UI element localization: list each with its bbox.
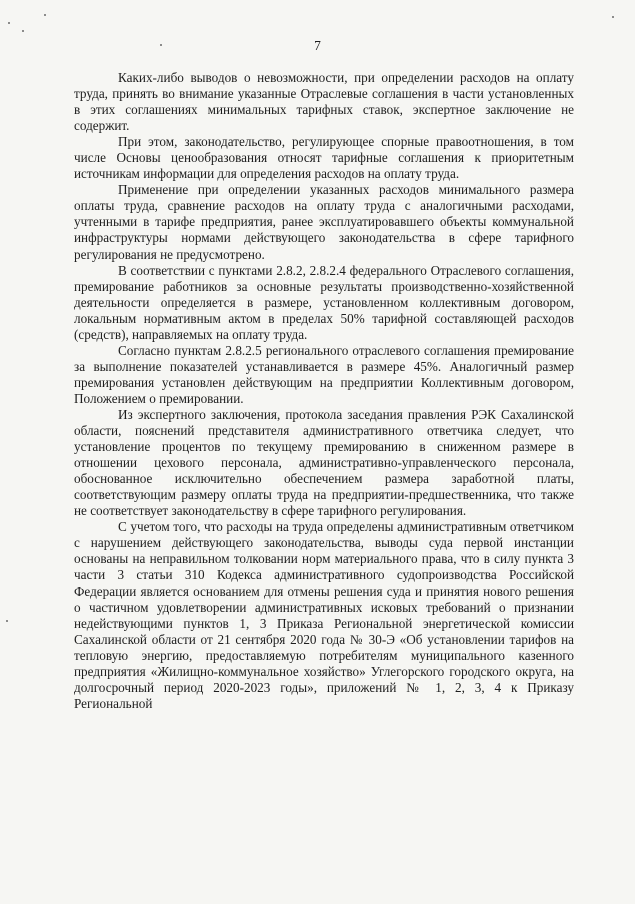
paragraph: При этом, законодательство, регулирующее спорные правоотношения, в том числе Основы ценообразования относят тарифные соглашения к приоритетным источникам информации для определения расходов на оплату труда. [74, 134, 574, 182]
paragraph: С учетом того, что расходы на труда определены административным ответчиком с нарушением действующего законодательства, выводы суда первой инстанции основаны на неправильном толковании норм материального права, что в силу пункта 3 части 3 статьи 310 Кодекса административного судопроизводства Российской Федерации является основанием для отмены решения суда и принятия нового решения о частичном удовлетворении административных исковых требований о признании недействующими пунктов 1, 3 Приказа Региональной энергетической комиссии Сахалинской области от 21 сентября 2020 года № 30-Э «Об установлении тарифов на тепловую энергию, предоставляемую потребителям муниципального казенного предприятия «Жилищно-коммунальное хозяйство» Углегорского городского округа, на долгосрочный период 2020-2023 годы», приложений № 1, 2, 3, 4 к Приказу Региональной [74, 519, 574, 711]
scan-speck [44, 14, 46, 16]
scan-speck [22, 30, 24, 32]
paragraph: Применение при определении указанных расходов минимального размера оплаты труда, сравнение расходов на оплату труда с аналогичными расходами, учтенными в тарифе предприятия, ранее эксплуатировавшего объекты коммунальной инфраструктуры нормами действующего законодательства в сфере тарифного регулирования не предусмотрено. [74, 182, 574, 262]
paragraph: Из экспертного заключения, протокола заседания правления РЭК Сахалинской области, пояснений представителя административного ответчика следует, что установление процентов по текущему премированию в сниженном размере в отношении цехового персонала, административно-управленческого персонала, обоснованное исключительно обеспечением размера заработной платы, соответствующим размеру оплаты труда на предприятии-предшественника, что также не соответствует законодательству в сфере тарифного регулирования. [74, 406, 574, 519]
document-body [74, 70, 574, 712]
scan-speck [6, 620, 8, 622]
paragraph: В соответствии с пунктами 2.8.2, 2.8.2.4 федерального Отраслевого соглашения, премирование работников за основные результаты производственно-хозяйственной деятельности определяется в размере, установленном коллективным договором, локальным нормативным актом в пределах 50% тарифной составляющей расходов (средств), направляемых на оплату труда. [74, 262, 574, 342]
page-number: 7 [314, 38, 321, 53]
scan-speck [612, 16, 614, 18]
scan-speck [8, 22, 10, 24]
paragraph: Согласно пунктам 2.8.2.5 регионального отраслевого соглашения премирование за выполнение показателей устанавливается в размере 45%. Аналогичный размер премирования установлен действующим на предприятии Коллективным договором, Положением о премировании. [74, 342, 574, 406]
paragraph: Каких-либо выводов о невозможности, при определении расходов на оплату труда, принять во внимание указанные Отраслевые соглашения в части установленных в этих соглашениях минимальных тарифных ставок, экспертное заключение не содержит. [74, 70, 574, 134]
